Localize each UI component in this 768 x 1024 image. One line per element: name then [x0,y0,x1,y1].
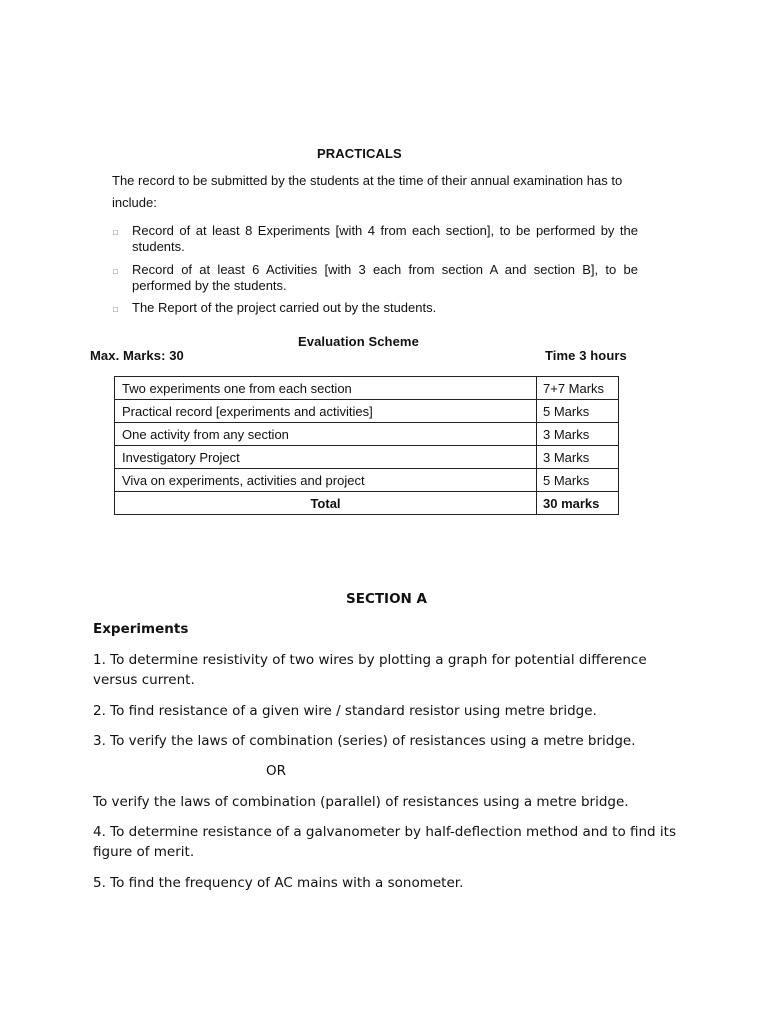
list-item-text: Record of at least 8 Experiments [with 4 from each section], to be performed by the students. [132,223,638,254]
table-cell-marks: 7+7 Marks [537,377,619,400]
list-item-text: The Report of the project carried out by the students. [132,300,437,315]
max-marks-label: Max. Marks: 30 [90,348,184,363]
table-row [115,423,619,446]
section-a-title: SECTION A [346,591,428,607]
time-label: Time 3 hours [545,348,627,363]
checkbox-bullet-icon: □ [113,228,118,237]
intro-paragraph-line2: include: [112,195,157,210]
list-item [113,262,638,296]
experiment-item-2: 2. To find resistance of a given wire / standard resistor using metre bridge. [93,703,597,719]
checkbox-bullet-icon: □ [113,305,118,314]
experiment-item-1: 1. To determine resistivity of two wires by plotting a graph for potential difference versus current. [93,652,647,688]
table-cell-marks: 3 Marks [537,423,619,446]
evaluation-title: Evaluation Scheme [298,334,419,349]
table-cell-marks: 3 Marks [537,446,619,469]
intro-paragraph-line1: The record to be submitted by the students at the time of their annual examination has to [112,173,623,188]
evaluation-table [114,376,619,515]
experiment-item-4: 4. To determine resistance of a galvanometer by half-deflection method and to find its figure of merit. [93,824,676,860]
practicals-title: PRACTICALS [317,146,402,161]
list-item-text: Record of at least 6 Activities [with 3 each from section A and section B], to be performed by the students. [132,262,638,293]
table-row [115,400,619,423]
table-row [115,377,619,400]
table-total-marks: 30 marks [537,492,619,515]
table-cell-marks: 5 Marks [537,469,619,492]
or-divider: OR [266,763,287,779]
experiment-item-5: 5. To find the frequency of AC mains with a sonometer. [93,875,464,891]
checkbox-bullet-icon: □ [113,267,118,276]
table-total-label: Total [115,492,537,515]
table-cell-item: One activity from any section [115,423,537,446]
table-total-row [115,492,619,515]
table-cell-item: Viva on experiments, activities and project [115,469,537,492]
table-row [115,469,619,492]
table-cell-item: Investigatory Project [115,446,537,469]
list-item [113,223,638,257]
table-row [115,446,619,469]
table-cell-item: Two experiments one from each section [115,377,537,400]
table-cell-marks: 5 Marks [537,400,619,423]
experiment-item-3-alt: To verify the laws of combination (parallel) of resistances using a metre bridge. [93,794,629,810]
experiments-heading: Experiments [93,621,189,637]
table-cell-item: Practical record [experiments and activities] [115,400,537,423]
experiment-item-3: 3. To verify the laws of combination (series) of resistances using a metre bridge. [93,733,636,749]
list-item [113,300,638,318]
